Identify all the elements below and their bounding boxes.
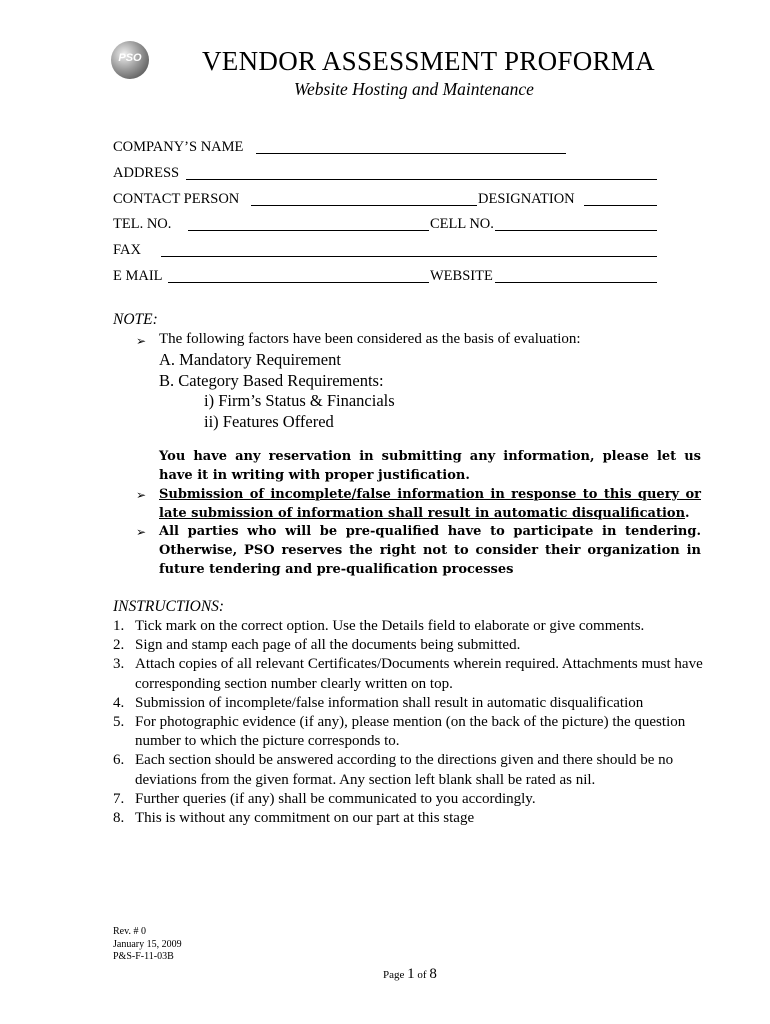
item-number: 8. (113, 810, 125, 827)
contact-person-field[interactable] (251, 205, 477, 206)
document-title: VENDOR ASSESSMENT PROFORMA (202, 46, 655, 76)
note-item-b-ii: ii) Features Offered (204, 412, 334, 431)
tel-no-field[interactable] (188, 230, 429, 231)
list-item (113, 790, 713, 809)
reservation-paragraph: You have any reservation in submitting any information, please let us have it in writing with proper justification. (159, 449, 701, 483)
email-label: E MAIL (113, 268, 163, 284)
bullet-arrow-icon: ➢ (136, 488, 147, 502)
pso-logo (111, 41, 149, 79)
note-item-a: A. Mandatory Requirement (159, 350, 341, 369)
submission-text: Submission of incomplete/false information in response to this query or late submission of information shall result in automatic disqualification (159, 487, 701, 521)
form-code: P&S-F-11-03B (113, 951, 174, 962)
designation-field[interactable] (584, 205, 657, 206)
contact-person-label: CONTACT PERSON (113, 191, 240, 207)
list-item (113, 713, 713, 751)
bullet-arrow-icon: ➢ (136, 334, 147, 348)
revision: Rev. # 0 (113, 926, 146, 937)
item-text: Each section should be answered according to the directions given and there should be no deviations from the given format. Any section left blank shall be rated as nil. (135, 752, 674, 788)
item-number: 3. (113, 656, 125, 673)
page-total: 8 (429, 966, 437, 982)
item-number: 5. (113, 714, 125, 731)
item-number: 6. (113, 752, 125, 769)
item-text: For photographic evidence (if any), please mention (on the back of the picture) the question number to which the picture corresponds to. (135, 714, 686, 750)
footer-meta (113, 926, 182, 964)
list-item (113, 751, 713, 789)
note-item-b: B. Category Based Requirements: (159, 371, 384, 390)
website-label: WEBSITE (430, 268, 493, 284)
logo-text: PSO (118, 52, 142, 64)
address-label: ADDRESS (113, 165, 180, 181)
item-text: Submission of incomplete/false information shall result in automatic disqualification (135, 694, 644, 711)
document-subtitle: Website Hosting and Maintenance (294, 79, 534, 99)
list-item (113, 655, 713, 693)
item-text: Tick mark on the correct option. Use the Details field to elaborate or give comments. (135, 618, 645, 634)
instructions-heading: INSTRUCTIONS: (113, 598, 225, 615)
company-name-label: COMPANY’S NAME (113, 139, 244, 155)
page-label: Page (383, 969, 405, 981)
list-item (113, 809, 713, 828)
tel-no-label: TEL. NO. (113, 216, 172, 232)
address-field[interactable] (186, 179, 657, 180)
page-current: 1 (407, 966, 415, 982)
revision-date: January 15, 2009 (113, 938, 182, 950)
website-field[interactable] (495, 282, 657, 283)
item-text: Attach copies of all relevant Certificates/Documents wherein required. Attachments must have corresponding section number clearly written on top. (135, 656, 703, 692)
list-item (113, 617, 713, 636)
note-intro: The following factors have been considered as the basis of evaluation: (159, 331, 581, 347)
item-text: This is without any commitment on our part at this stage (135, 810, 475, 827)
fax-field[interactable] (161, 256, 657, 257)
item-number: 2. (113, 637, 125, 654)
note-item-b-i: i) Firm’s Status & Financials (204, 391, 395, 410)
list-item (113, 694, 713, 713)
note-heading: NOTE: (113, 311, 158, 328)
list-item (113, 636, 713, 655)
page-of: of (417, 969, 427, 981)
designation-label: DESIGNATION (478, 191, 575, 207)
cell-no-label: CELL NO. (430, 216, 494, 232)
fax-label: FAX (113, 242, 141, 258)
item-number: 1. (113, 618, 125, 634)
submission-paragraph (159, 485, 701, 523)
email-field[interactable] (168, 282, 429, 283)
item-text: Sign and stamp each page of all the documents being submitted. (135, 637, 521, 654)
prequalified-paragraph: All parties who will be pre-qualified have to participate in tendering. Otherwise, PSO reserves the right not to consider their organization in future tendering and pre-qualification processes (159, 524, 701, 577)
item-number: 7. (113, 790, 125, 807)
bullet-arrow-icon: ➢ (136, 525, 147, 539)
company-name-field[interactable] (256, 153, 566, 154)
page-number (383, 966, 437, 983)
item-text: Further queries (if any) shall be communicated to you accordingly. (135, 790, 536, 807)
submission-period: . (685, 506, 690, 521)
instructions-list (113, 617, 713, 828)
item-number: 4. (113, 694, 125, 711)
cell-no-field[interactable] (495, 230, 657, 231)
